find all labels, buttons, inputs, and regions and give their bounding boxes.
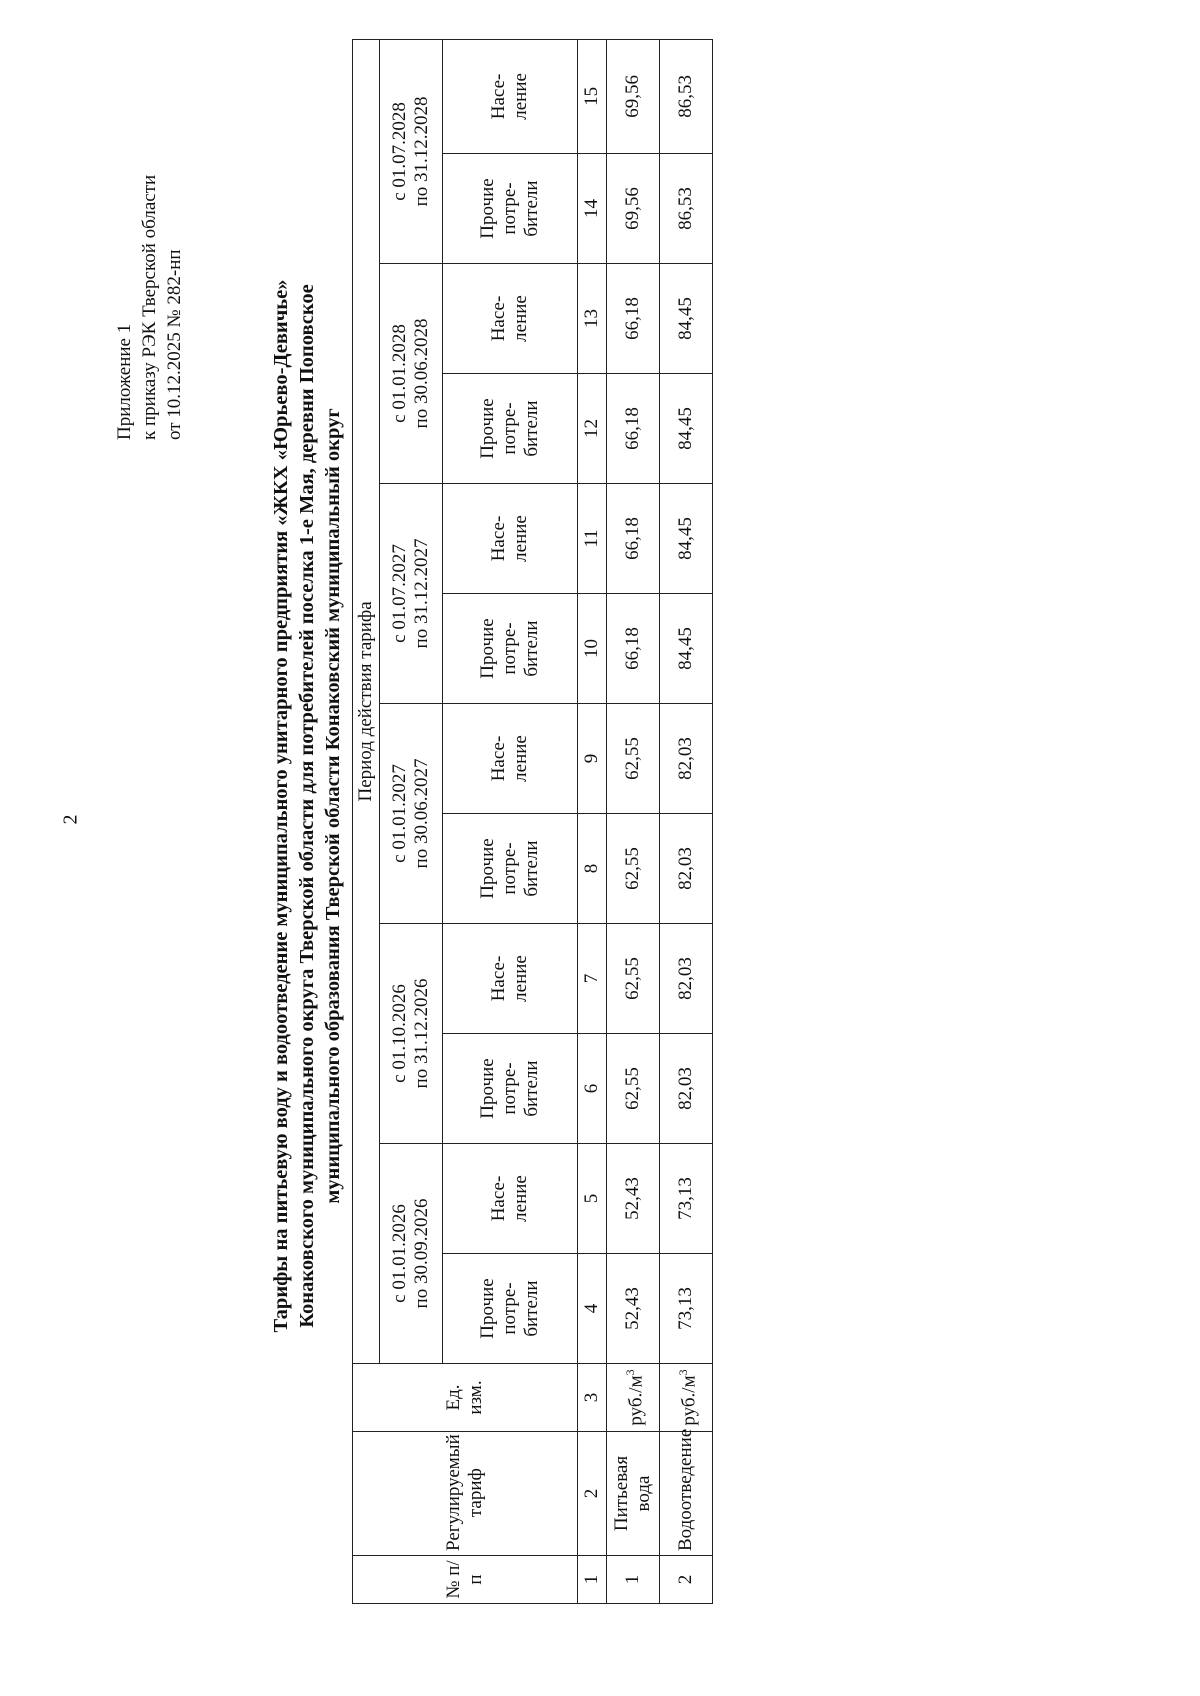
value-cell: 84,45 (660, 374, 713, 484)
period-4-from: с 01.07.2027 (389, 544, 410, 643)
period-2-from: с 01.10.2026 (389, 984, 410, 1083)
index-cell: 8 (578, 814, 607, 924)
period-1-to: по 30.09.2026 (411, 1198, 432, 1309)
title-line-3: муниципального образования Тверской области Конаковский муниципальный округ (322, 408, 344, 1204)
header-row-period (353, 39, 380, 1603)
tariffs-table (352, 39, 713, 1604)
period-6-from: с 01.07.2028 (389, 102, 410, 201)
value-cell: 66,18 (607, 374, 660, 484)
index-cell: 13 (578, 264, 607, 374)
index-cell: 6 (578, 1034, 607, 1144)
header-num-label: № п/п (443, 1560, 486, 1599)
value-cell: 82,03 (660, 924, 713, 1034)
index-cell: 4 (578, 1254, 607, 1364)
value-cell: 52,43 (607, 1144, 660, 1254)
period-5 (380, 264, 443, 484)
value-cell: 66,18 (607, 594, 660, 704)
header-tariff-label: Регулируемый тариф (443, 1434, 486, 1551)
sub-other-5: Прочие потре- бители (443, 374, 578, 484)
value-cell: 62,55 (607, 814, 660, 924)
period-3 (380, 704, 443, 924)
index-cell: 14 (578, 154, 607, 264)
sub-other-1: Прочие потре- бители (443, 1254, 578, 1364)
row-tariff-name: Питьевая вода (607, 1432, 660, 1556)
sub-other-6: Прочие потре- бители (443, 154, 578, 264)
index-cell: 3 (578, 1364, 607, 1432)
index-cell: 7 (578, 924, 607, 1034)
appendix-header (112, 175, 187, 440)
period-3-to: по 30.06.2027 (411, 758, 432, 869)
period-4-to: по 31.12.2027 (411, 538, 432, 649)
row-tariff-name: Водоотведение (660, 1432, 713, 1556)
title-line-2: Конаковского муниципального округа Тверской области для потребителей поселка 1-е Мая, деревни Поповское (296, 284, 318, 1328)
period-5-from: с 01.01.2028 (389, 324, 410, 423)
title-line-1: Тарифы на питьевую воду и водоотведение муниципального унитарного предприятия «ЖКХ «Юрьево-Девичье» (270, 279, 292, 1333)
document-title (268, 36, 346, 1576)
row-unit: $руб./м^3$ (607, 1364, 660, 1432)
index-cell: 2 (578, 1432, 607, 1556)
sub-pop-5: Насе- ление (443, 264, 578, 374)
appendix-line-1: Приложение 1 (114, 323, 135, 440)
period-6-to: по 31.12.2028 (411, 96, 432, 207)
header-unit (353, 1364, 578, 1432)
value-cell: 82,03 (660, 1034, 713, 1144)
value-cell: 84,45 (660, 594, 713, 704)
period-3-from: с 01.01.2027 (389, 764, 410, 863)
period-1 (380, 1144, 443, 1364)
sub-other-3: Прочие потре- бители (443, 814, 578, 924)
index-cell: 1 (578, 1556, 607, 1604)
index-cell: 11 (578, 484, 607, 594)
period-5-to: по 30.06.2028 (411, 318, 432, 429)
value-cell: 82,03 (660, 814, 713, 924)
row-num: 1 (607, 1556, 660, 1604)
period-2 (380, 924, 443, 1144)
appendix-line-2: к приказу РЭК Тверской области (139, 174, 160, 440)
value-cell: 86,53 (660, 154, 713, 264)
index-cell: 10 (578, 594, 607, 704)
appendix-line-3: от 10.12.2025 № 282-нп (164, 249, 185, 440)
header-period (353, 39, 380, 1363)
header-num (353, 1556, 578, 1604)
value-cell: 86,53 (660, 39, 713, 153)
sub-pop-4: Насе- ление (443, 484, 578, 594)
row-unit: $руб./м^3$ (660, 1364, 713, 1432)
header-period-label: Период действия тарифа (355, 601, 376, 802)
index-row (578, 39, 607, 1603)
value-cell: 73,13 (660, 1144, 713, 1254)
value-cell: 62,55 (607, 924, 660, 1034)
sub-pop-1: Насе- ление (443, 1144, 578, 1254)
row-num: 2 (660, 1556, 713, 1604)
value-cell: 73,13 (660, 1254, 713, 1364)
period-1-from: с 01.01.2026 (389, 1204, 410, 1303)
table-row-drinking-water (607, 39, 660, 1603)
page-number: 2 (59, 814, 82, 825)
period-6 (380, 39, 443, 263)
sub-pop-6: Насе- ление (443, 39, 578, 153)
sub-pop-2: Насе- ление (443, 924, 578, 1034)
value-cell: 84,45 (660, 484, 713, 594)
sub-other-2: Прочие потре- бители (443, 1034, 578, 1144)
header-tariff (353, 1432, 578, 1556)
value-cell: 84,45 (660, 264, 713, 374)
value-cell: 82,03 (660, 704, 713, 814)
sub-pop-3: Насе- ление (443, 704, 578, 814)
table-row-wastewater (660, 39, 713, 1603)
value-cell: 69,56 (607, 154, 660, 264)
header-unit-label: Ед. изм. (443, 1380, 486, 1415)
value-cell: 52,43 (607, 1254, 660, 1364)
value-cell: 66,18 (607, 264, 660, 374)
value-cell: 62,55 (607, 704, 660, 814)
index-cell: 5 (578, 1144, 607, 1254)
period-2-to: по 31.12.2026 (411, 978, 432, 1089)
index-cell: 12 (578, 374, 607, 484)
index-cell: 15 (578, 39, 607, 153)
value-cell: 66,18 (607, 484, 660, 594)
index-cell: 9 (578, 704, 607, 814)
sub-other-4: Прочие потре- бители (443, 594, 578, 704)
value-cell: 62,55 (607, 1034, 660, 1144)
value-cell: 69,56 (607, 39, 660, 153)
period-4 (380, 484, 443, 704)
